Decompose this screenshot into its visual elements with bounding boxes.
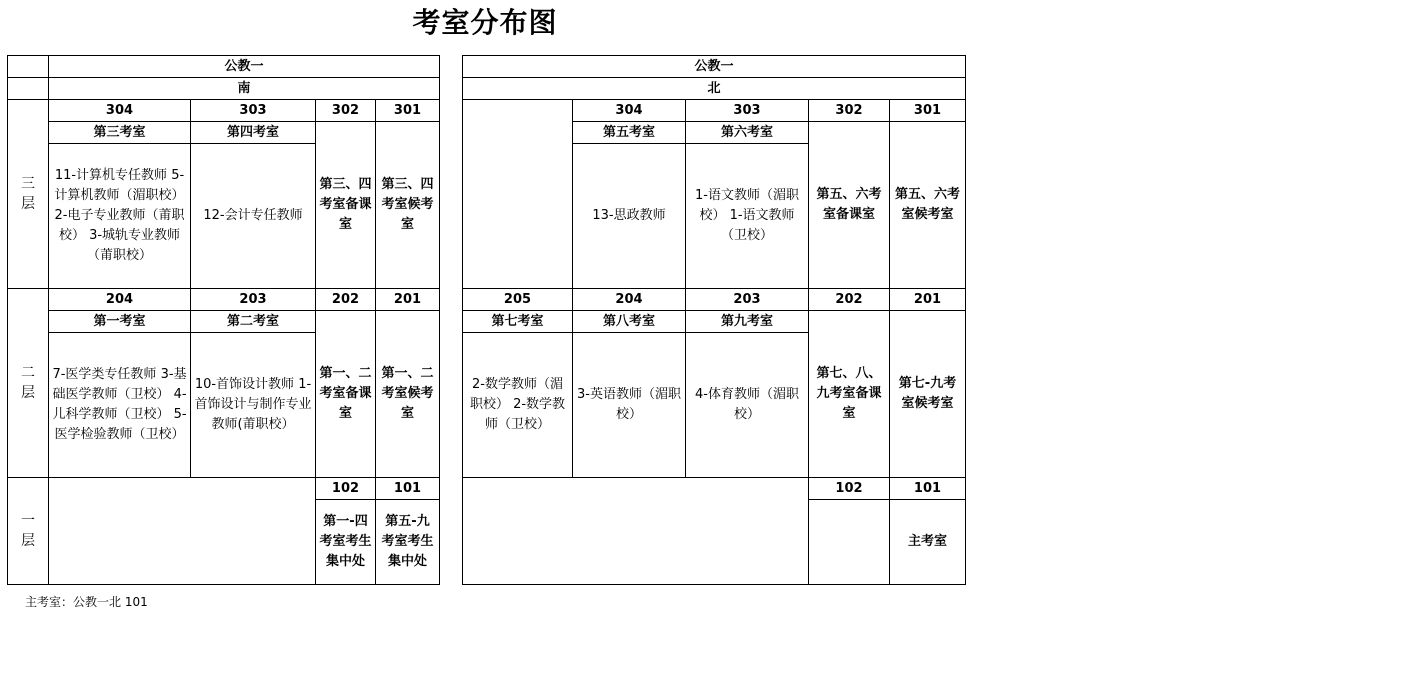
room-assignment: 11-计算机专任教师 5-计算机教师（湄职校） 2-电子专业教师（莆职校） 3-城轨专业教师（莆职校） bbox=[49, 144, 191, 289]
room-number: 204 bbox=[49, 289, 191, 311]
waiting-room: 第七-九考室候考室 bbox=[890, 311, 966, 478]
page-title: 考室分布图 bbox=[412, 6, 558, 39]
room-assignment: 4-体育教师（湄职校） bbox=[686, 333, 809, 478]
column-gap bbox=[440, 56, 463, 585]
room-assignment: 12-会计专任教师 bbox=[191, 144, 316, 289]
room-number: 201 bbox=[376, 289, 440, 311]
exam-room-layout-table bbox=[7, 55, 966, 585]
waiting-room: 第一、二考室候考室 bbox=[376, 311, 440, 478]
exam-room-name: 第八考室 bbox=[573, 311, 686, 333]
assembly-area: 第一-四考室考生集中处 bbox=[316, 500, 376, 585]
chief-exam-room: 主考室 bbox=[890, 500, 966, 585]
room-number: 304 bbox=[573, 100, 686, 122]
south-direction-header: 南 bbox=[49, 78, 440, 100]
empty-cell bbox=[463, 100, 573, 289]
floor-2-label: 二层 bbox=[8, 289, 49, 478]
prep-room: 第三、四考室备课室 bbox=[316, 122, 376, 289]
room-assignment: 1-语文教师（湄职校） 1-语文教师（卫校） bbox=[686, 144, 809, 289]
room-number: 302 bbox=[809, 100, 890, 122]
room-number: 102 bbox=[809, 478, 890, 500]
corner-cell bbox=[8, 78, 49, 100]
north-direction-header: 北 bbox=[463, 78, 966, 100]
room-number: 303 bbox=[686, 100, 809, 122]
north-building-header: 公教一 bbox=[463, 56, 966, 78]
waiting-room: 第五、六考室候考室 bbox=[890, 122, 966, 289]
room-number: 202 bbox=[809, 289, 890, 311]
assembly-area: 第五-九考室考生集中处 bbox=[376, 500, 440, 585]
room-number: 303 bbox=[191, 100, 316, 122]
room-number: 304 bbox=[49, 100, 191, 122]
corner-cell bbox=[8, 56, 49, 78]
room-number: 201 bbox=[890, 289, 966, 311]
room-assignment: 13-思政教师 bbox=[573, 144, 686, 289]
room-assignment: 10-首饰设计教师 1-首饰设计与制作专业教师(莆职校） bbox=[191, 333, 316, 478]
floor-3-label: 三层 bbox=[8, 100, 49, 289]
room-number: 102 bbox=[316, 478, 376, 500]
room-number: 101 bbox=[890, 478, 966, 500]
chief-room-note: 主考室：公教一北 101 bbox=[25, 595, 148, 609]
room-number: 101 bbox=[376, 478, 440, 500]
floor-1-label: 一层 bbox=[8, 478, 49, 585]
exam-room-name: 第二考室 bbox=[191, 311, 316, 333]
empty-cell bbox=[49, 478, 316, 585]
exam-room-name: 第六考室 bbox=[686, 122, 809, 144]
prep-room: 第五、六考室备课室 bbox=[809, 122, 890, 289]
exam-room-name: 第七考室 bbox=[463, 311, 573, 333]
room-number: 203 bbox=[191, 289, 316, 311]
room-assignment: 7-医学类专任教师 3-基础医学教师（卫校） 4-儿科学教师（卫校） 5-医学检验教师（卫校） bbox=[49, 333, 191, 478]
exam-room-name: 第九考室 bbox=[686, 311, 809, 333]
waiting-room: 第三、四考室候考室 bbox=[376, 122, 440, 289]
room-number: 301 bbox=[890, 100, 966, 122]
exam-room-name: 第一考室 bbox=[49, 311, 191, 333]
room-assignment: 3-英语教师（湄职校） bbox=[573, 333, 686, 478]
exam-room-name: 第三考室 bbox=[49, 122, 191, 144]
room-number: 205 bbox=[463, 289, 573, 311]
room-number: 202 bbox=[316, 289, 376, 311]
exam-room-name: 第四考室 bbox=[191, 122, 316, 144]
prep-room: 第七、八、九考室备课室 bbox=[809, 311, 890, 478]
prep-room: 第一、二考室备课室 bbox=[316, 311, 376, 478]
exam-room-name: 第五考室 bbox=[573, 122, 686, 144]
room-number: 302 bbox=[316, 100, 376, 122]
room-number: 204 bbox=[573, 289, 686, 311]
empty-cell bbox=[809, 500, 890, 585]
south-building-header: 公教一 bbox=[49, 56, 440, 78]
room-number: 203 bbox=[686, 289, 809, 311]
room-number: 301 bbox=[376, 100, 440, 122]
empty-cell bbox=[463, 478, 809, 585]
room-assignment: 2-数学教师（湄职校） 2-数学教师（卫校） bbox=[463, 333, 573, 478]
